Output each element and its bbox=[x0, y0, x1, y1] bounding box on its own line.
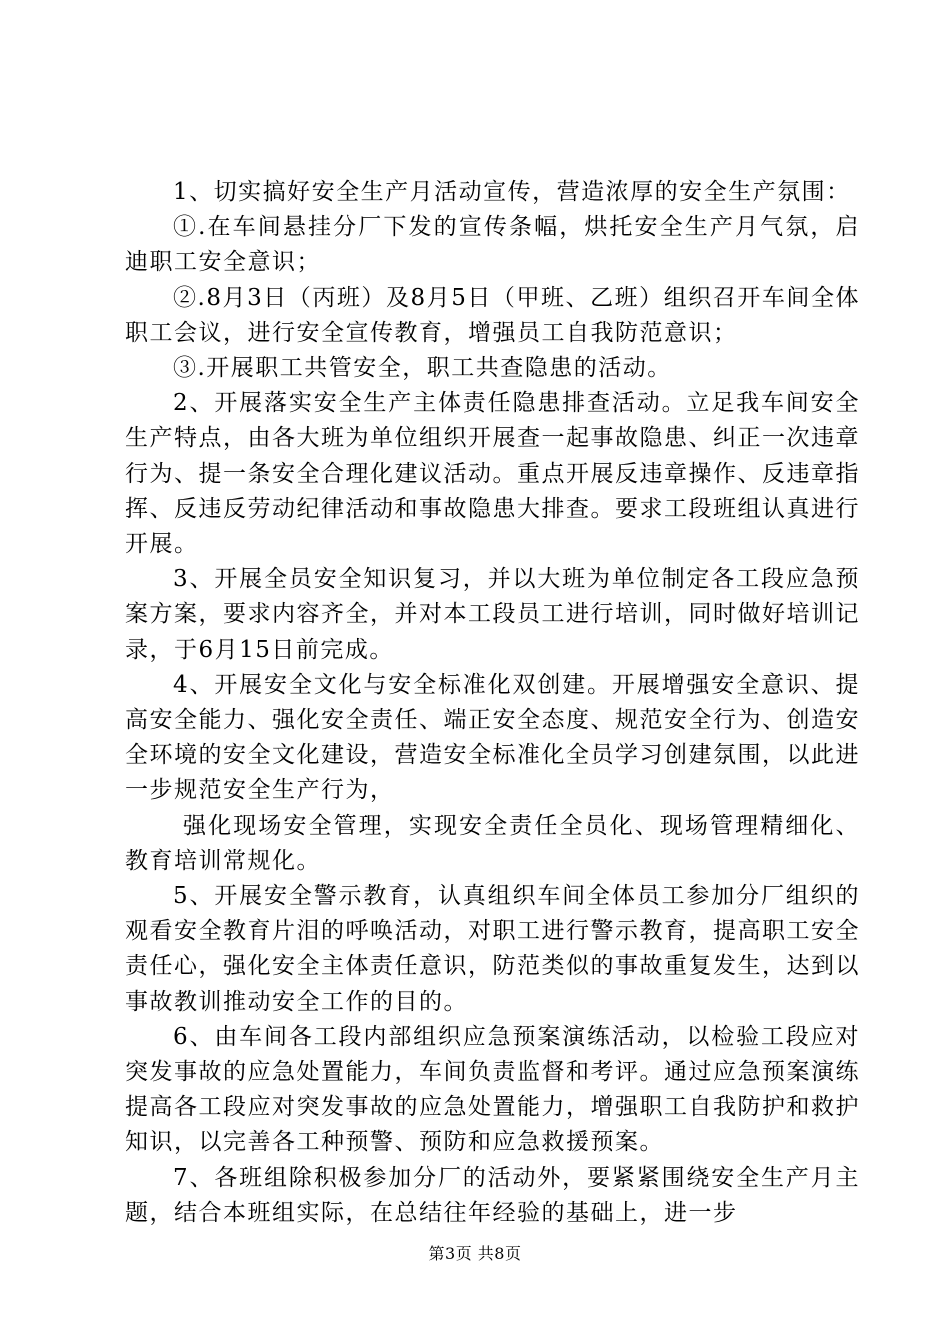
page-number-footer: 第3页 共8页 bbox=[428, 1244, 522, 1263]
paragraph-5-warning-education: 5、开展安全警示教育，认真组织车间全体员工参加分厂组织的观看安全教育片泪的呼唤活动，对职工进行警示教育，提高职工安全责任心，强化安全主体责任意识，防范类似的事故重复发生，达到以事故教训推动安全工作的目的。 bbox=[125, 883, 860, 1015]
paragraph-2-hazard-inspection: 2、开展落实安全生产主体责任隐患排查活动。立足我车间安全生产特点，由各大班为单位组织开展查一起事故隐患、纠正一次违章行为、提一条安全合理化建议活动。重点开展反违章操作、反违章指挥、反违反劳动纪律活动和事故隐患大排查。要求工段班组认真进行开展。 bbox=[125, 390, 860, 558]
paragraph-7-team-activities: 7、各班组除积极参加分厂的活动外，要紧紧围绕安全生产月主题，结合本班组实际，在总结往年经验的基础上，进一步 bbox=[125, 1164, 860, 1226]
paragraph-item-1-banners: ①.在车间悬挂分厂下发的宣传条幅，烘托安全生产月气氛，启迪职工安全意识； bbox=[125, 214, 860, 276]
paragraph-4-continuation: 强化现场安全管理，实现安全责任全员化、现场管理精细化、教育培训常规化。 bbox=[125, 812, 860, 874]
paragraph-6-emergency-drill: 6、由车间各工段内部组织应急预案演练活动，以检验工段应对突发事故的应急处置能力，车间负责监督和考评。通过应急预案演练提高各工段应对突发事故的应急处置能力，增强职工自我防护和救护知识，以完善各工种预警、预防和应急救援预案。 bbox=[125, 1023, 860, 1156]
paragraph-item-2-meeting: ②.8月3日（丙班）及8月5日（甲班、乙班）组织召开车间全体职工会议，进行安全宣传教育，增强员工自我防范意识； bbox=[125, 284, 860, 346]
paragraph-1-publicity: 1、切实搞好安全生产月活动宣传，营造浓厚的安全生产氛围： bbox=[173, 179, 851, 205]
paragraph-3-knowledge-review: 3、开展全员安全知识复习，并以大班为单位制定各工段应急预案方案，要求内容齐全，并对本工段员工进行培训，同时做好培训记录，于6月15日前完成。 bbox=[125, 566, 860, 663]
paragraph-4-safety-culture: 4、开展安全文化与安全标准化双创建。开展增强安全意识、提高安全能力、强化安全责任、端正安全态度、规范安全行为、创造安全环境的安全文化建设，营造安全标准化全员学习创建氛围，以此进一步规范安全生产行为， bbox=[125, 671, 860, 804]
paragraph-item-3-joint-check: ③.开展职工共管安全，职工共查隐患的活动。 bbox=[173, 355, 672, 382]
document-body bbox=[125, 175, 860, 1231]
